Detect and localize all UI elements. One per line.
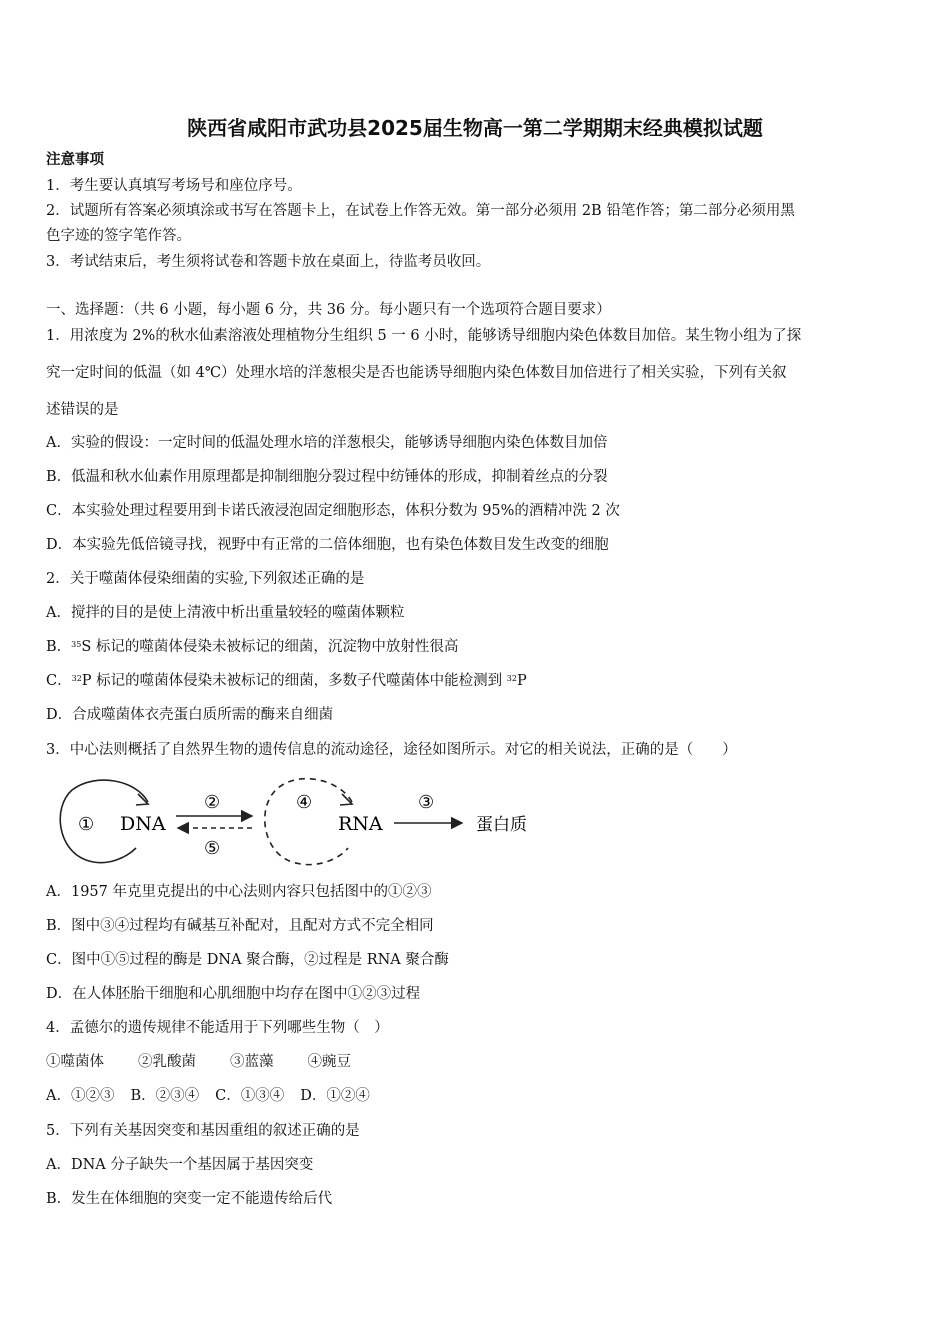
q4-stem: 4．孟德尔的遗传规律不能适用于下列哪些生物（ ） (46, 1020, 389, 1036)
isotope-mass: 32 (71, 674, 82, 683)
q5-option-a: A．DNA 分子缺失一个基因属于基因突变 (46, 1157, 314, 1173)
q2-option-d: D．合成噬菌体衣壳蛋白质所需的酶来自细菌 (46, 707, 334, 723)
label-n3: ③ (418, 792, 435, 813)
option-text: P 标记的噬菌体侵染未被标记的细菌，多数子代噬菌体中能检测到 (81, 673, 507, 689)
node-dna: DNA (120, 813, 166, 835)
label-n1: ① (78, 814, 95, 835)
q1-option-a: A．实验的假设：一定时间的低温处理水培的洋葱根尖，能够诱导细胞内染色体数目加倍 (46, 435, 608, 451)
q2-stem: 2．关于噬菌体侵染细菌的实验,下列叙述正确的是 (46, 571, 365, 587)
q4-organism: ④豌豆 (307, 1054, 351, 1070)
q1-stem-line: 究一定时间的低温（如 4℃）处理水培的洋葱根尖是否也能诱导细胞内染色体数目加倍进行了相关实验，下列有关叙 (46, 365, 787, 381)
q4-option-c: C．①③④ (215, 1088, 285, 1104)
q5-stem: 5．下列有关基因突变和基因重组的叙述正确的是 (46, 1123, 360, 1139)
q3-option-b: B．图中③④过程均有碱基互补配对，且配对方式不完全相同 (46, 918, 434, 934)
q4-organism: ②乳酸菌 (138, 1054, 196, 1070)
q2-option-a: A．搅拌的目的是使上清液中析出重量较轻的噬菌体颗粒 (46, 605, 405, 621)
notice-item: 1．考生要认真填写考场号和座位序号。 (46, 178, 302, 194)
q4-options (46, 1086, 370, 1106)
section-heading: 一、选择题：（共 6 小题，每小题 6 分，共 36 分。每小题只有一个选项符合题目要求） (46, 302, 611, 318)
notice-item: 色字迹的签字笔作答。 (46, 228, 191, 244)
node-rna: RNA (338, 813, 383, 835)
q4-organism: ③蓝藻 (230, 1054, 274, 1070)
q4-option-d: D．①②④ (300, 1088, 370, 1104)
label-n5: ⑤ (204, 838, 221, 859)
q1-option-c: C．本实验处理过程要用到卡诺氏液浸泡固定细胞形态，体积分数为 95%的酒精冲洗 2 次 (46, 503, 620, 519)
label-n4: ④ (296, 792, 313, 813)
isotope-mass: 32 (506, 674, 517, 683)
q4-option-a: A．①②③ (46, 1088, 115, 1104)
option-text: S 标记的噬菌体侵染未被标记的细菌，沉淀物中放射性很高 (81, 639, 459, 655)
q2-option-c (46, 671, 527, 691)
q4-option-b: B．②③④ (130, 1088, 200, 1104)
label-n2: ② (204, 792, 221, 813)
q3-option-a: A．1957 年克里克提出的中心法则内容只包括图中的①②③ (46, 884, 432, 900)
q1-stem-line: 1．用浓度为 2%的秋水仙素溶液处理植物分生组织 5 一 6 小时，能够诱导细胞内染色体数目加倍。某生物小组为了探 (46, 328, 802, 344)
q1-option-d: D．本实验先低倍镜寻找，视野中有正常的二倍体细胞，也有染色体数目发生改变的细胞 (46, 537, 609, 553)
isotope-mass: 35 (71, 640, 82, 649)
node-protein: 蛋白质 (476, 815, 527, 835)
q1-option-b: B．低温和秋水仙素作用原理都是抑制细胞分裂过程中纺锤体的形成，抑制着丝点的分裂 (46, 469, 608, 485)
q5-option-b: B．发生在体细胞的突变一定不能遗传给后代 (46, 1191, 333, 1207)
page-title: 陕西省咸阳市武功县2025届生物高一第二学期期末经典模拟试题 (187, 116, 763, 140)
q1-stem-line: 述错误的是 (46, 402, 119, 418)
notice-heading: 注意事项 (46, 151, 104, 168)
q4-organism: ①噬菌体 (46, 1054, 104, 1070)
option-letter: C． (46, 673, 72, 689)
notice-item: 3．考试结束后，考生须将试卷和答题卡放在桌面上，待监考员收回。 (46, 254, 491, 270)
q3-stem: 3．中心法则概括了自然界生物的遗传信息的流动途径，途径如图所示。对它的相关说法，正确的是（ ） (46, 742, 737, 758)
q2-option-b (46, 637, 458, 657)
notice-item: 2．试题所有答案必须填涂或书写在答题卡上，在试卷上作答无效。第一部分必须用 2B 铅笔作答；第二部分必须用黑 (46, 203, 795, 219)
option-letter: B． (46, 639, 72, 655)
q3-option-c: C．图中①⑤过程的酶是 DNA 聚合酶，②过程是 RNA 聚合酶 (46, 952, 449, 968)
q4-organism-list (46, 1052, 351, 1072)
option-text: P (516, 673, 527, 689)
q3-option-d: D．在人体胚胎干细胞和心肌细胞中均存在图中①②③过程 (46, 986, 421, 1002)
central-dogma-diagram (56, 772, 556, 872)
